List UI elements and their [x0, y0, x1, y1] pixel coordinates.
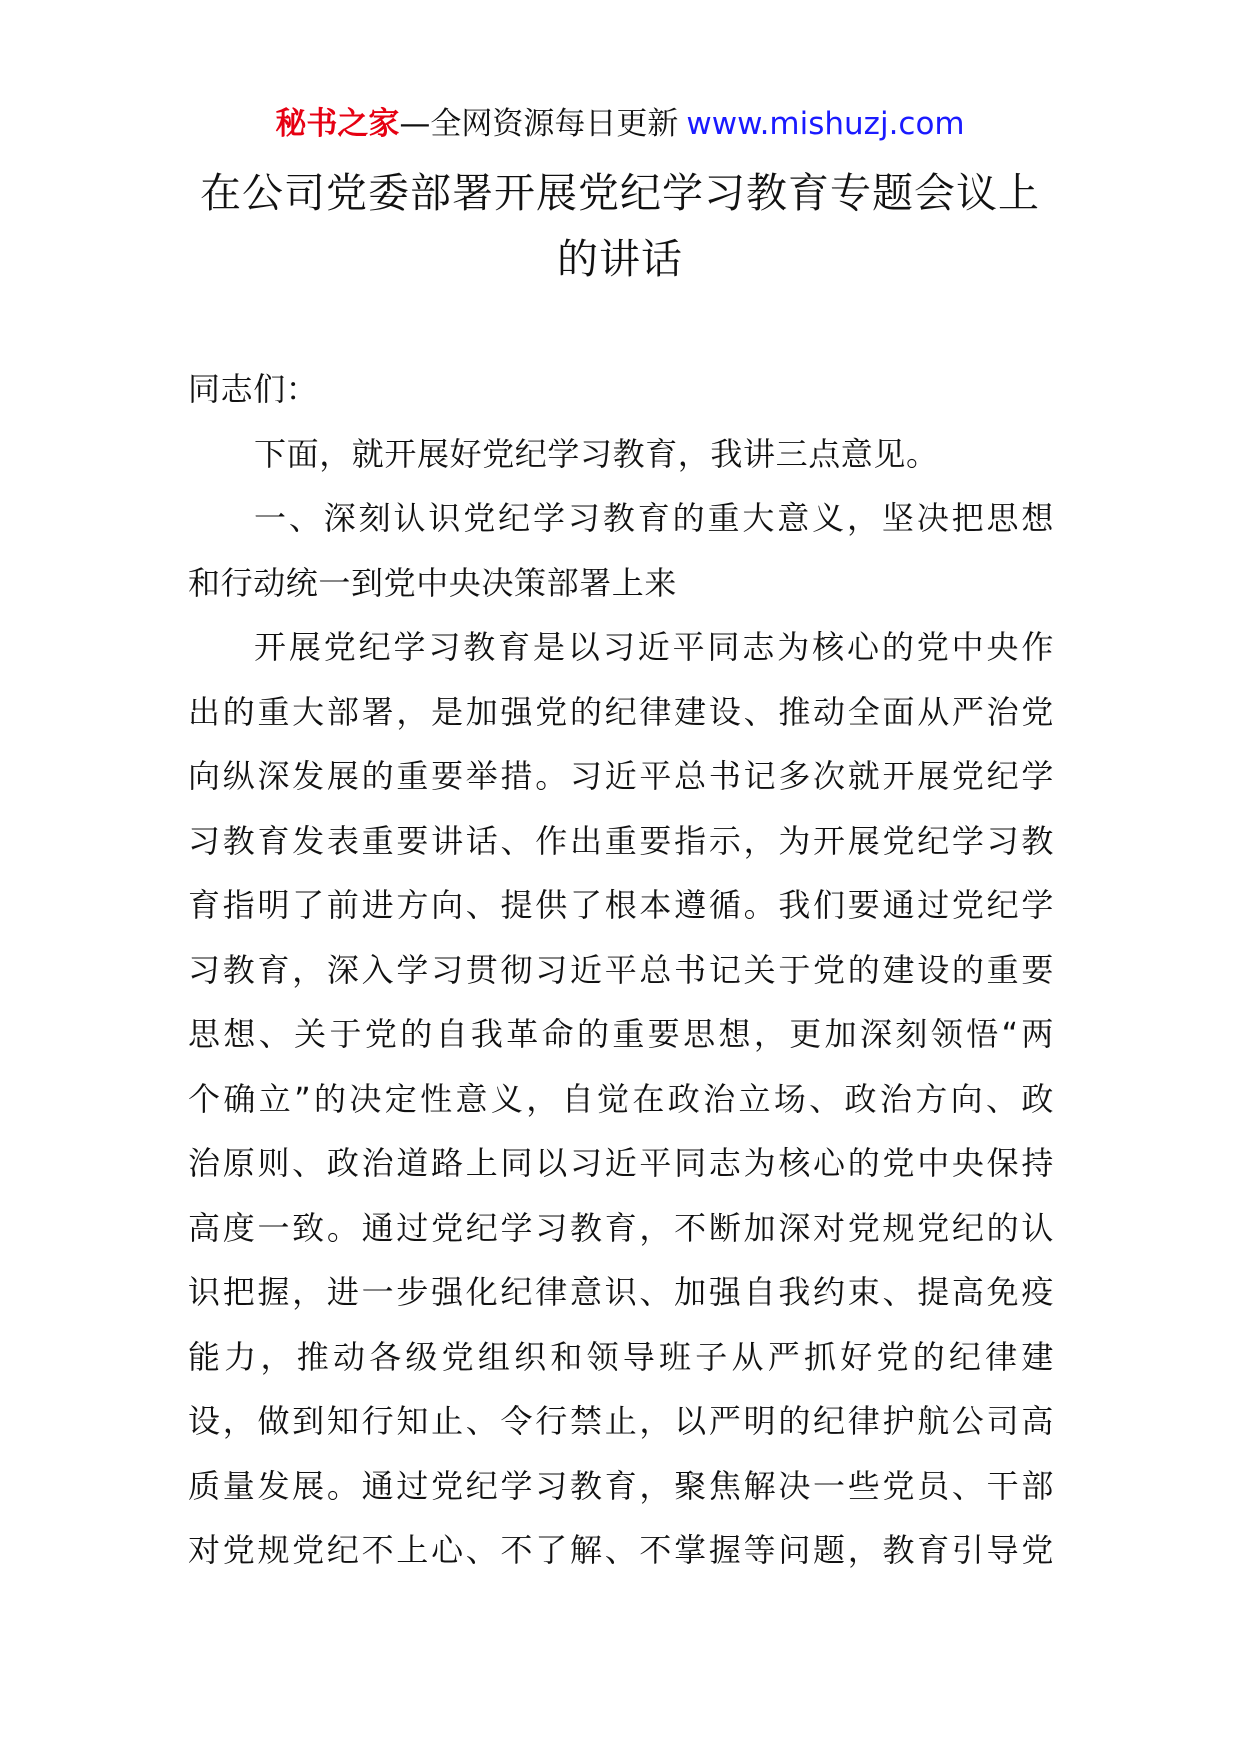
paragraph-line: 治原则、政治道路上同以习近平同志为核心的党中央保持: [188, 1144, 1054, 1182]
paragraph-line: 质量发展。通过党纪学习教育，聚焦解决一些党员、干部: [188, 1466, 1054, 1505]
section-heading-line: 和行动统一到党中央决策部署上来: [188, 563, 678, 602]
site-url-link[interactable]: www.mishuzj.com: [686, 106, 965, 142]
paragraph-line: 出的重大部署，是加强党的纪律建设、推动全面从严治党: [188, 692, 1054, 731]
paragraph-line: 育指明了前进方向、提供了根本遵循。我们要通过党纪学: [188, 886, 1054, 924]
paragraph-line: 识把握，进一步强化纪律意识、加强自我约束、提高免疫: [188, 1273, 1054, 1311]
intro-line: 下面，就开展好党纪学习教育，我讲三点意见。: [254, 434, 939, 473]
paragraph-line: 个确立”的决定性意义，自觉在政治立场、政治方向、政: [188, 1079, 1054, 1118]
salutation: 同志们：: [188, 370, 319, 408]
paragraph-line: 思想、关于党的自我革命的重要思想，更加深刻领悟“两: [188, 1015, 1054, 1053]
document-title: [190, 160, 1050, 292]
paragraph-line: 习教育发表重要讲话、作出重要指示，为开展党纪学习教: [188, 821, 1054, 860]
header-tagline: —全网资源每日更新: [399, 106, 679, 142]
section-heading-line: 一、深刻认识党纪学习教育的重大意义，坚决把思想: [254, 499, 1054, 537]
paragraph-line: 对党规党纪不上心、不了解、不掌握等问题，教育引导党: [188, 1531, 1054, 1569]
paragraph-line: 向纵深发展的重要举措。习近平总书记多次就开展党纪学: [188, 757, 1054, 795]
title-line-1: 在公司党委部署开展党纪学习教育专题会议上: [200, 169, 1040, 217]
site-header: [0, 102, 1240, 146]
paragraph-line: 设，做到知行知止、令行禁止，以严明的纪律护航公司高: [188, 1402, 1054, 1440]
paragraph-line: 高度一致。通过党纪学习教育，不断加深对党规党纪的认: [188, 1208, 1054, 1247]
paragraph-line: 开展党纪学习教育是以习近平同志为核心的党中央作: [254, 628, 1054, 666]
paragraph-line: 能力，推动各级党组织和领导班子从严抓好党的纪律建: [188, 1337, 1054, 1376]
document-body: [188, 357, 1054, 1583]
paragraph-line: 习教育，深入学习贯彻习近平总书记关于党的建设的重要: [188, 950, 1054, 989]
brand-name: 秘书之家: [275, 106, 400, 142]
title-line-2: 的讲话: [557, 235, 683, 283]
